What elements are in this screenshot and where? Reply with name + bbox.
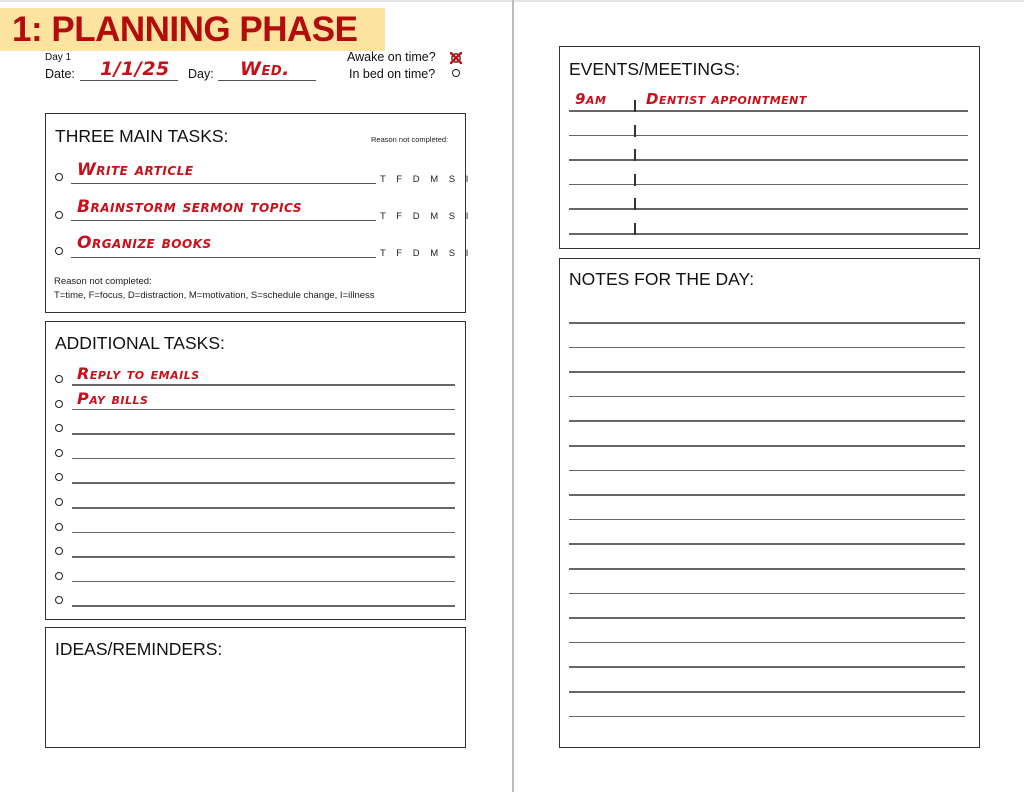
main-task-1-reason-codes[interactable]: T F D M S I <box>380 174 473 185</box>
additional-task-checkbox[interactable] <box>55 523 63 531</box>
day-field[interactable]: Wed. <box>240 58 290 80</box>
event-description[interactable]: Dentist appointment <box>646 90 807 108</box>
additional-task-line <box>72 482 455 484</box>
notes-line[interactable] <box>569 593 965 595</box>
additional-task-line <box>72 605 455 607</box>
additional-task-line <box>72 409 455 411</box>
reason-legend-title: Reason not completed: <box>54 276 152 287</box>
event-line <box>569 208 968 210</box>
main-task-2-checkbox[interactable] <box>55 211 63 219</box>
additional-task-line <box>72 581 455 583</box>
notes-line[interactable] <box>569 494 965 496</box>
notes-line[interactable] <box>569 396 965 398</box>
main-task-3-checkbox[interactable] <box>55 247 63 255</box>
reason-legend-text: T=time, F=focus, D=distraction, M=motivation, S=schedule change, I=illness <box>54 290 375 301</box>
notes-line[interactable] <box>569 617 965 619</box>
page-title: 1: PLANNING PHASE <box>12 10 358 49</box>
notes-line[interactable] <box>569 543 965 545</box>
notes-line[interactable] <box>569 420 965 422</box>
event-time-separator <box>634 149 636 161</box>
notes-line[interactable] <box>569 716 965 718</box>
notes-title: NOTES FOR THE DAY: <box>569 269 755 289</box>
notes-line[interactable] <box>569 642 965 644</box>
notes-line[interactable] <box>569 445 965 447</box>
in-bed-on-time-checkbox[interactable] <box>452 69 460 77</box>
notes-line[interactable] <box>569 322 965 324</box>
additional-task-line <box>72 556 455 558</box>
day-underline <box>218 80 316 81</box>
additional-task-line <box>72 532 455 534</box>
notes-section <box>559 258 980 748</box>
checked-x-icon <box>450 52 462 64</box>
notes-line[interactable] <box>569 519 965 521</box>
additional-task-checkbox[interactable] <box>55 375 63 383</box>
main-task-1-text[interactable]: Write article <box>77 160 194 180</box>
reason-header: Reason not completed: <box>371 135 449 144</box>
main-task-2-line <box>71 220 376 221</box>
notes-line[interactable] <box>569 347 965 349</box>
ideas-reminders-title: IDEAS/REMINDERS: <box>55 639 223 659</box>
date-field[interactable]: 1/1/25 <box>100 58 170 80</box>
event-time[interactable]: 9am <box>575 90 607 108</box>
day-number-label: Day 1 <box>45 52 72 63</box>
notes-line[interactable] <box>569 691 965 693</box>
in-bed-on-time-label: In bed on time? <box>349 67 436 81</box>
main-task-2-text[interactable]: Brainstorm sermon topics <box>77 197 302 217</box>
date-label: Date: <box>45 67 75 81</box>
event-time-separator <box>634 174 636 186</box>
event-line <box>569 110 968 112</box>
event-time-separator <box>634 223 636 235</box>
additional-task-text[interactable]: Pay bills <box>77 388 149 408</box>
awake-on-time-checkbox[interactable] <box>450 51 462 69</box>
notes-line[interactable] <box>569 371 965 373</box>
additional-task-checkbox[interactable] <box>55 400 63 408</box>
notes-line[interactable] <box>569 568 965 570</box>
additional-task-checkbox[interactable] <box>55 498 63 506</box>
event-line <box>569 135 968 137</box>
main-tasks-title: THREE MAIN TASKS: <box>55 126 229 146</box>
event-line <box>569 159 968 161</box>
additional-task-line <box>72 384 455 386</box>
additional-task-text[interactable]: Reply to emails <box>77 364 200 383</box>
main-task-3-text[interactable]: Organize books <box>77 233 212 253</box>
additional-task-line <box>72 507 455 509</box>
event-line <box>569 233 968 235</box>
main-task-3-line <box>71 257 376 258</box>
awake-on-time-label: Awake on time? <box>347 50 436 64</box>
main-task-1-checkbox[interactable] <box>55 173 63 181</box>
date-underline <box>80 80 178 81</box>
event-time-separator <box>634 198 636 210</box>
additional-task-line <box>72 433 455 435</box>
events-meetings-title: EVENTS/MEETINGS: <box>569 59 741 79</box>
page-spine-divider <box>512 0 514 792</box>
additional-task-checkbox[interactable] <box>55 572 63 580</box>
main-task-3-reason-codes[interactable]: T F D M S I <box>380 248 473 259</box>
day-label: Day: <box>188 67 214 81</box>
additional-tasks-title: ADDITIONAL TASKS: <box>55 333 225 353</box>
event-time-separator <box>634 125 636 137</box>
main-task-1-line <box>71 183 376 184</box>
additional-task-line <box>72 458 455 460</box>
notes-line[interactable] <box>569 666 965 668</box>
event-line <box>569 184 968 186</box>
notes-line[interactable] <box>569 470 965 472</box>
additional-task-checkbox[interactable] <box>55 449 63 457</box>
event-time-separator <box>634 100 636 112</box>
main-task-2-reason-codes[interactable]: T F D M S I <box>380 211 473 222</box>
